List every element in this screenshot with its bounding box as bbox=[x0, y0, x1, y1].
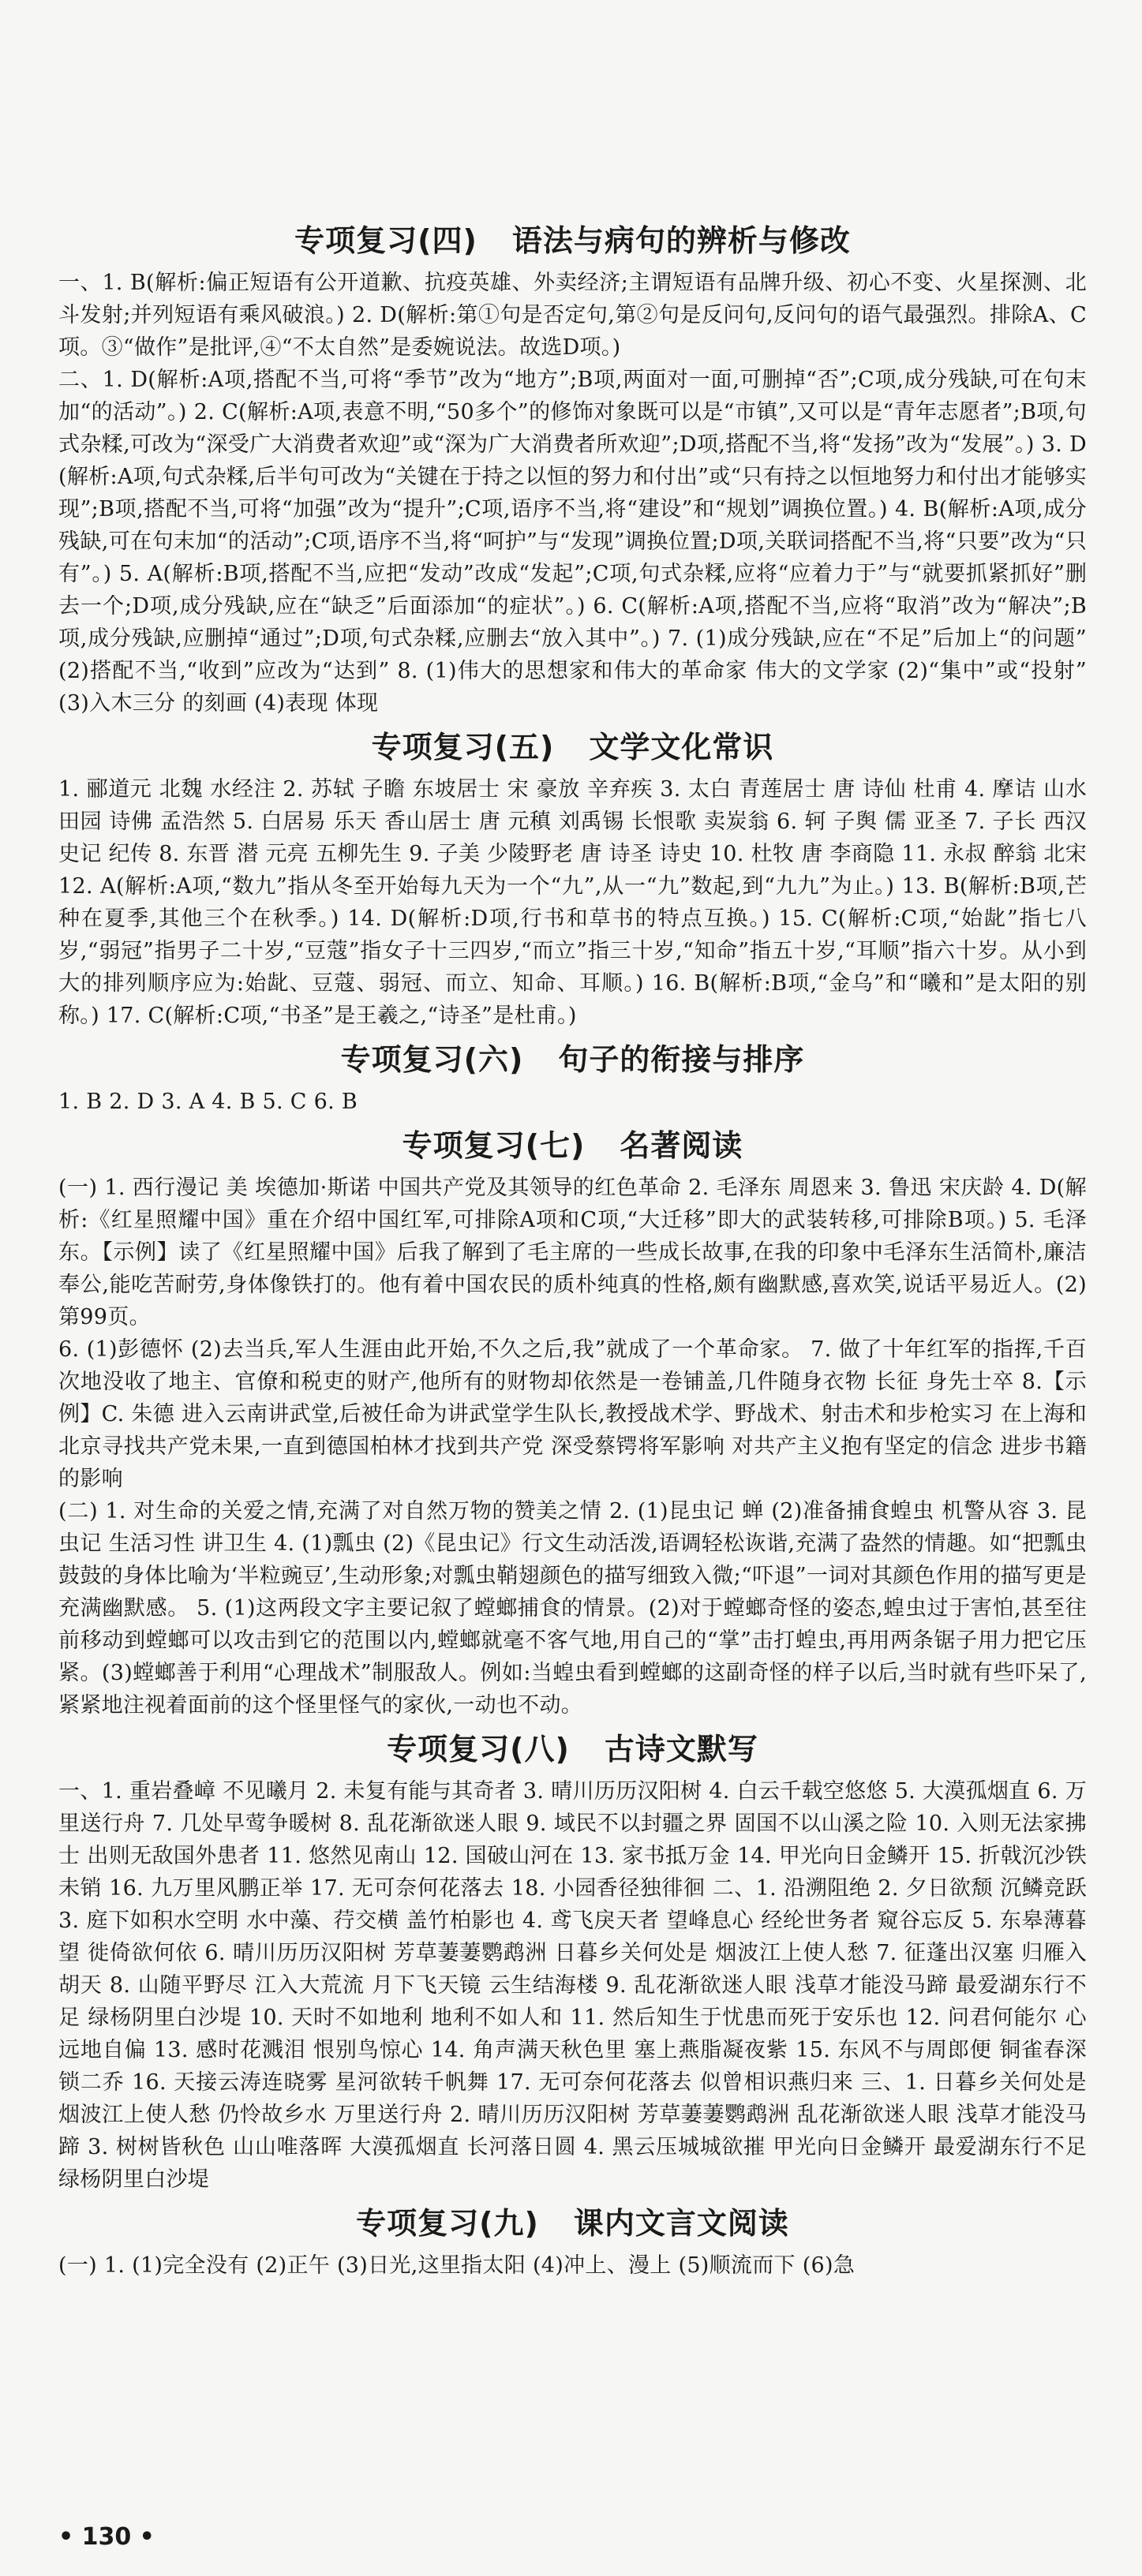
section-subtitle: 文学文化常识 bbox=[589, 730, 774, 765]
section-6 bbox=[58, 1037, 1087, 1118]
page-number: • 130 • bbox=[58, 2523, 155, 2551]
answer-paragraph: 1. 郦道元 北魏 水经注 2. 苏轼 子瞻 东坡居士 宋 豪放 辛弃疾 3. 太白 青莲居士 唐 诗仙 杜甫 4. 摩诘 山水田园 诗佛 孟浩然 5. 白居易 乐天 香山居士 唐 元稹 刘禹锡 长恨歌 卖炭翁 6. 轲 子舆 儒 亚圣 7. 子长 西汉 史记 纪传 8. 东晋 潜 元亮 五柳先生 9. 子美 少陵野老 唐 诗圣 诗史 10. 杜牧 唐 李商隐 11. 永叔 醉翁 北宋 12. A(解析:A项,“数九”指从冬至开始每九天为一个“九”,从一“九”数起,到“九九”为止。) 13. B(解析:B项,芒种在夏季,其他三个在秋季。) 14. D(解析:D项,行书和草书的特点互换。) 15. C(解析:C项,“始龀”指七八岁,“弱冠”指男子二十岁,“豆蔻”指女子十三四岁,“而立”指三十岁,“知命”指五十岁,“耳顺”指六十岁。从小到大的排列顺序应为:始龀、豆蔻、弱冠、而立、知命、耳顺。) 16. B(解析:B项,“金乌”和“曦和”是太阳的别称。) 17. C(解析:C项,“书圣”是王羲之,“诗圣”是杜甫。) bbox=[58, 777, 1087, 1028]
answer-paragraph: (一) 1. (1)完全没有 (2)正午 (3)日光,这里指太阳 (4)冲上、漫上 (5)顺流而下 (6)急 bbox=[58, 2253, 856, 2278]
section-subtitle: 语法与病句的辨析与修改 bbox=[511, 223, 851, 258]
section-8 bbox=[58, 1726, 1087, 2196]
section-5 bbox=[58, 724, 1087, 1032]
section-title: 专项复习(八) bbox=[387, 1732, 570, 1767]
section-heading bbox=[58, 1037, 1087, 1082]
section-9 bbox=[58, 2200, 1087, 2282]
section-heading bbox=[58, 724, 1087, 770]
section-heading bbox=[58, 1123, 1087, 1168]
answer-paragraph: 二、1. D(解析:A项,搭配不当,可将“季节”改为“地方”;B项,两面对一面,可删掉“否”;C项,成分残缺,可在句末加“的活动”。) 2. C(解析:A项,表意不明,“50多个”的修饰对象既可以是“市镇”,又可以是“青年志愿者”;B项,句式杂糅,可改为“深受广大消费者欢迎”或“深为广大消费者所欢迎”;D项,搭配不当,将“发扬”改为“发展”。) 3. D(解析:A项,句式杂糅,后半句可改为“关键在于持之以恒的努力和付出”或“只有持之以恒地努力和付出才能够实现”;B项,搭配不当,可将“加强”改为“提升”;C项,语序不当,将“建设”和“规划”调换位置。) 4. B(解析:A项,成分残缺,可在句末加“的活动”;C项,语序不当,将“呵护”与“发现”调换位置;D项,关联词搭配不当,将“只要”改为“只有”。) 5. A(解析:B项,搭配不当,应把“发动”改成“发起”;C项,句式杂糅,应将“应着力于”与“就要抓紧抓好”删去一个;D项,成分残缺,应在“缺乏”后面添加“的症状”。) 6. C(解析:A项,搭配不当,应将“取消”改为“解决”;B项,成分残缺,应删掉“通过”;D项,句式杂糅,应删去“放入其中”。) 7. (1)成分残缺,应在“不足”后加上“的问题” (2)搭配不当,“收到”应改为“达到” 8. (1)伟大的思想家和伟大的革命家 伟大的文学家 (2)“集中”或“投射” (3)入木三分 的刻画 (4)表现 体现 bbox=[58, 368, 1087, 716]
section-title: 专项复习(五) bbox=[371, 730, 555, 765]
section-4 bbox=[58, 218, 1087, 720]
answer-paragraph: (二) 1. 对生命的关爱之情,充满了对自然万物的赞美之情 2. (1)昆虫记 蝉 (2)准备捕食蝗虫 机警从容 3. 昆虫记 生活习性 讲卫生 4. (1)瓢虫 (2)《昆虫记》行文生动活泼,语调轻松诙谐,充满了盎然的情趣。如“把瓢虫鼓鼓的身体比喻为‘半粒豌豆’,生动形象;对瓢虫鞘翅颜色的描写细致入微;“吓退”一词对其颜色作用的描写更是充满幽默感。 5. (1)这两段文字主要记叙了螳螂捕食的情景。(2)对于螳螂奇怪的姿态,蝗虫过于害怕,甚至往前移动到螳螂可以攻击到它的范围以内,螳螂就毫不客气地,用自己的“掌”击打蝗虫,再用两条锯子用力把它压紧。(3)螳螂善于利用“心理战术”制服敌人。例如:当蝗虫看到螳螂的这副奇怪的样子以后,当时就有些吓呆了,紧紧地注视着面前的这个怪里怪气的家伙,一动也不动。 bbox=[58, 1499, 1087, 1718]
section-7 bbox=[58, 1123, 1087, 1722]
section-heading bbox=[58, 2200, 1087, 2246]
section-subtitle: 句子的衔接与排序 bbox=[558, 1042, 805, 1077]
section-title: 专项复习(七) bbox=[402, 1128, 586, 1163]
section-heading bbox=[58, 1726, 1087, 1772]
answer-paragraph: 1. B 2. D 3. A 4. B 5. C 6. B bbox=[58, 1090, 358, 1114]
answer-paragraph: 一、1. B(解析:偏正短语有公开道歉、抗疫英雄、外卖经济;主谓短语有品牌升级、初心不变、火星探测、北斗发射;并列短语有乘风破浪。) 2. D(解析:第①句是否定句,第②句是反问句,反问句的语气最强烈。排除A、C项。③“做作”是批评,④“不太自然”是委婉说法。故选D项。) bbox=[58, 271, 1087, 360]
answer-paragraph: 一、1. 重岩叠嶂 不见曦月 2. 未复有能与其奇者 3. 晴川历历汉阳树 4. 白云千载空悠悠 5. 大漠孤烟直 6. 万里送行舟 7. 几处早莺争暖树 8. 乱花渐欲迷人眼 9. 域民不以封疆之界 固国不以山溪之险 10. 入则无法家拂士 出则无敌国外患者 11. 悠然见南山 12. 国破山河在 13. 家书抵万金 14. 甲光向日金鳞开 15. 折戟沉沙铁未销 16. 九万里风鹏正举 17. 无可奈何花落去 18. 小园香径独徘徊 二、1. 沿溯阻绝 2. 夕日欲颓 沉鳞竞跃 3. 庭下如积水空明 水中藻、荇交横 盖竹柏影也 4. 鸢飞戾天者 望峰息心 经纶世务者 窥谷忘反 5. 东皋薄暮望 徙倚欲何依 6. 晴川历历汉阳树 芳草萋萋鹦鹉洲 日暮乡关何处是 烟波江上使人愁 7. 征蓬出汉塞 归雁入胡天 8. 山随平野尽 江入大荒流 月下飞天镜 云生结海楼 9. 乱花渐欲迷人眼 浅草才能没马蹄 最爱湖东行不足 绿杨阴里白沙堤 10. 天时不如地利 地利不如人和 11. 然后知生于忧患而死于安乐也 12. 问君何能尔 心远地自偏 13. 感时花溅泪 恨别鸟惊心 14. 角声满天秋色里 塞上燕脂凝夜紫 15. 东风不与周郎便 铜雀春深锁二乔 16. 天接云涛连晓雾 星河欲转千帆舞 17. 无可奈何花落去 似曾相识燕归来 三、1. 日暮乡关何处是 烟波江上使人愁 仍怜故乡水 万里送行舟 2. 晴川历历汉阳树 芳草萋萋鹦鹉洲 乱花渐欲迷人眼 浅草才能没马蹄 3. 树树皆秋色 山山唯落晖 大漠孤烟直 长河落日圆 4. 黑云压城城欲摧 甲光向日金鳞开 最爱湖东行不足 绿杨阴里白沙堤 bbox=[58, 1779, 1087, 2192]
section-title: 专项复习(九) bbox=[356, 2206, 539, 2241]
section-subtitle: 古诗文默写 bbox=[604, 1732, 758, 1767]
answer-paragraph: (一) 1. 西行漫记 美 埃德加·斯诺 中国共产党及其领导的红色革命 2. 毛泽东 周恩来 3. 鲁迅 宋庆龄 4. D(解析:《红星照耀中国》重在介绍中国红军,可排除A项和C项,“大迁移”即大的武装转移,可排除B项。) 5. 毛泽东。【示例】读了《红星照耀中国》后我了解到了毛主席的一些成长故事,在我的印象中毛泽东生活简朴,廉洁奉公,能吃苦耐劳,身体像铁打的。他有着中国农民的质朴纯真的性格,颇有幽默感,喜欢笑,说话平易近人。(2)第99页。 bbox=[58, 1176, 1087, 1329]
section-subtitle: 名著阅读 bbox=[620, 1128, 743, 1163]
section-title: 专项复习(四) bbox=[294, 223, 477, 258]
section-title: 专项复习(六) bbox=[340, 1042, 524, 1077]
answer-paragraph: 6. (1)彭德怀 (2)去当兵,军人生涯由此开始,不久之后,我”就成了一个革命家。 7. 做了十年红军的指挥,千百次地没收了地主、官僚和税吏的财产,他所有的财物却依然是一卷铺盖,几件随身衣物 长征 身先士卒 8.【示例】C. 朱德 进入云南讲武堂,后被任命为讲武堂学生队长,教授战术学、野战术、射击术和步枪实习 在上海和北京寻找共产党未果,一直到德国柏林才找到共产党 深受蔡锷将军影响 对共产主义抱有坚定的信念 进步书籍的影响 bbox=[58, 1337, 1087, 1491]
section-heading bbox=[58, 218, 1087, 264]
section-subtitle: 课内文言文阅读 bbox=[573, 2206, 789, 2241]
